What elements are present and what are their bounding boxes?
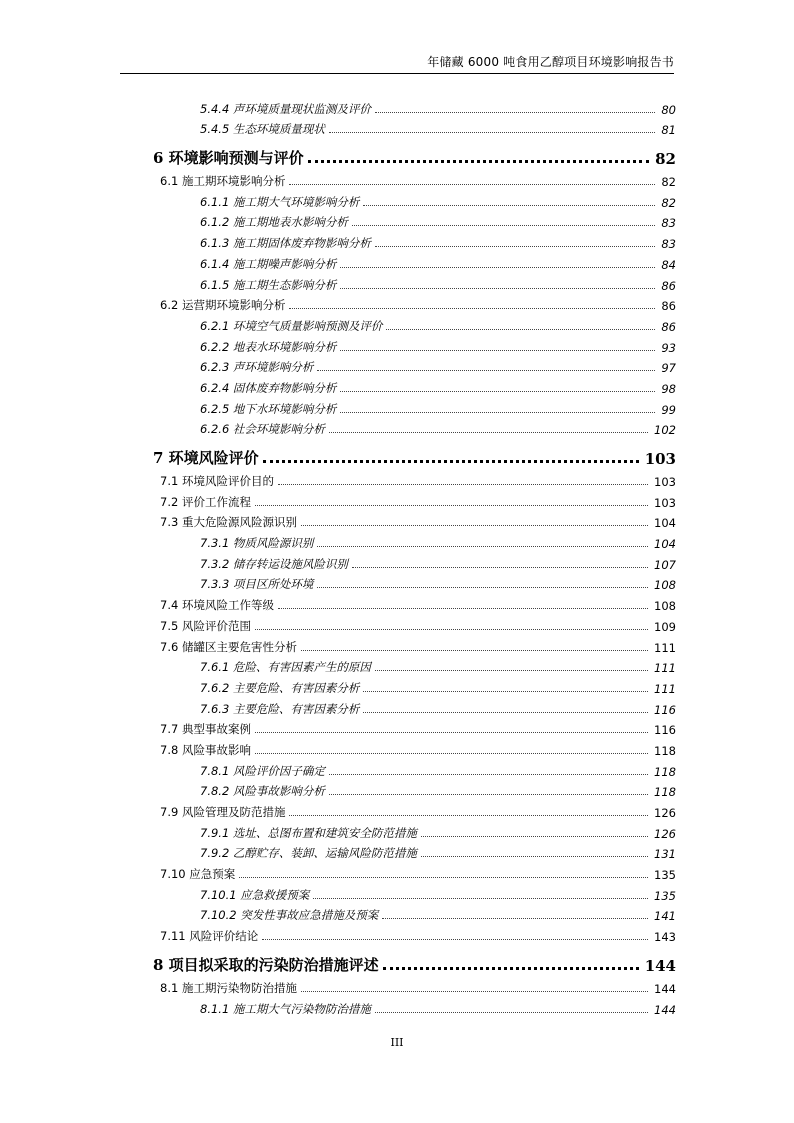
toc-leader-dots: [421, 856, 648, 857]
toc-leader-dots: [329, 432, 648, 433]
toc-entry[interactable]: [153, 96, 676, 117]
toc-leader-dots: [340, 267, 655, 268]
toc-leader-dots: [317, 546, 648, 547]
toc-entry-label: 7.6.2 主要危险、有害因素分析: [200, 680, 360, 695]
toc-entry[interactable]: [153, 168, 676, 189]
toc-entry-page: 84: [661, 257, 676, 272]
toc-entry-page: 97: [661, 361, 676, 376]
toc-leader-dots: [278, 484, 648, 485]
toc-entry-page: 86: [661, 278, 676, 293]
toc-entry-page: 116: [654, 723, 676, 738]
toc-entry-label: 6.2.2 地表水环境影响分析: [200, 339, 337, 354]
toc-entry[interactable]: [153, 737, 676, 758]
toc-leader-dots: [375, 112, 655, 113]
toc-entry-page: 81: [661, 123, 676, 138]
toc-leader-dots: [263, 460, 639, 463]
toc-leader-dots: [255, 505, 648, 506]
header-rule: [120, 73, 674, 74]
toc-entry[interactable]: [153, 396, 676, 417]
toc-entry[interactable]: [153, 799, 676, 820]
footer-page-number: III: [390, 1036, 404, 1049]
toc-entry[interactable]: [153, 355, 676, 376]
toc-entry[interactable]: [153, 468, 676, 489]
toc-entry-label: 6.1 施工期环境影响分析: [160, 174, 286, 189]
toc-entry-label: 7.3 重大危险源风险源识别: [160, 515, 297, 530]
toc-leader-dots: [239, 877, 648, 878]
toc-leader-dots: [340, 391, 655, 392]
toc-entry[interactable]: [153, 923, 676, 944]
toc-entry-label: 5.4.5 生态环境质量现状: [200, 122, 325, 137]
toc-leader-dots: [262, 939, 648, 940]
toc-leader-dots: [363, 712, 648, 713]
toc-entry-page: 116: [654, 702, 676, 717]
toc-entry-page: 83: [661, 216, 676, 231]
toc-entry[interactable]: [153, 634, 676, 655]
table-of-contents: [153, 96, 676, 1017]
toc-entry-label: 7.5 风险评价范围: [160, 618, 251, 633]
toc-entry-page: 108: [654, 578, 676, 593]
toc-entry-label: 6.1.2 施工期地表水影响分析: [200, 215, 348, 230]
toc-entry-label: 7.2 评价工作流程: [160, 494, 251, 509]
toc-entry-label: 7.8.2 风险事故影响分析: [200, 784, 325, 799]
toc-entry[interactable]: [153, 189, 676, 210]
toc-leader-dots: [289, 815, 648, 816]
toc-entry-page: 131: [654, 847, 676, 862]
toc-entry-label: 6.1.3 施工期固体废弃物影响分析: [200, 236, 371, 251]
toc-entry[interactable]: [153, 293, 676, 314]
toc-leader-dots: [363, 205, 655, 206]
toc-entry-label: 8.1 施工期污染物防治措施: [160, 980, 297, 995]
toc-entry[interactable]: [153, 210, 676, 231]
toc-leader-dots: [313, 898, 648, 899]
toc-entry[interactable]: [153, 230, 676, 251]
toc-entry-label: 7.9 风险管理及防范措施: [160, 805, 286, 819]
toc-entry[interactable]: [153, 375, 676, 396]
toc-entry-label: 7.7 典型事故案例: [160, 722, 251, 737]
toc-entry-page: 111: [654, 661, 676, 676]
toc-entry-page: 102: [654, 423, 676, 438]
toc-leader-dots: [255, 732, 648, 733]
toc-leader-dots: [317, 370, 655, 371]
toc-leader-dots: [255, 753, 648, 754]
toc-entry-page: 118: [654, 764, 676, 779]
toc-leader-dots: [255, 629, 648, 630]
toc-leader-dots: [317, 587, 648, 588]
toc-entry-page: 111: [654, 681, 676, 696]
toc-leader-dots: [375, 670, 648, 671]
toc-entry[interactable]: [153, 613, 676, 634]
toc-entry[interactable]: [153, 117, 676, 138]
toc-entry[interactable]: [153, 655, 676, 676]
toc-entry[interactable]: [153, 137, 676, 168]
toc-entry[interactable]: [153, 334, 676, 355]
toc-entry-label: 7.3.1 物质风险源识别: [200, 536, 314, 551]
toc-leader-dots: [352, 567, 648, 568]
toc-entry[interactable]: [153, 820, 676, 841]
toc-entry[interactable]: [153, 272, 676, 293]
toc-entry-label: 6.2.6 社会环境影响分析: [200, 422, 325, 437]
toc-entry-page: 107: [654, 557, 676, 572]
toc-entry[interactable]: [153, 510, 676, 531]
toc-entry[interactable]: [153, 975, 676, 996]
toc-entry-page: 103: [654, 475, 676, 489]
toc-entry-label: 7.3.2 储存转运设施风险识别: [200, 556, 348, 571]
toc-entry-page: 118: [654, 785, 676, 800]
toc-leader-dots: [382, 918, 648, 919]
toc-leader-dots: [383, 967, 639, 970]
toc-entry-page: 143: [654, 930, 676, 945]
toc-leader-dots: [363, 691, 648, 692]
toc-leader-dots: [329, 132, 655, 133]
toc-entry-label: 6.1.5 施工期生态影响分析: [200, 277, 337, 292]
toc-entry[interactable]: [153, 592, 676, 613]
toc-entry[interactable]: [153, 758, 676, 779]
toc-entry-page: 126: [654, 826, 676, 841]
toc-entry[interactable]: [153, 996, 676, 1017]
toc-entry-label: 7.9.1 选址、总图布置和建筑安全防范措施: [200, 825, 417, 840]
toc-entry-page: 135: [654, 868, 676, 883]
toc-entry[interactable]: [153, 903, 676, 924]
toc-entry[interactable]: [153, 437, 676, 468]
toc-entry-label: 7 环境风险评价: [153, 449, 259, 468]
toc-entry-page: 83: [661, 237, 676, 252]
toc-entry-label: 7.8 风险事故影响: [160, 742, 251, 757]
toc-entry[interactable]: [153, 251, 676, 272]
toc-entry-page: 104: [654, 537, 676, 552]
toc-entry-label: 8 项目拟采取的污染防治措施评述: [153, 956, 379, 975]
toc-leader-dots: [352, 225, 655, 226]
toc-entry-page: 99: [661, 402, 676, 417]
toc-leader-dots: [375, 1012, 648, 1013]
toc-entry-page: 144: [654, 981, 676, 996]
toc-leader-dots: [301, 525, 648, 526]
toc-entry-page: 86: [661, 299, 676, 314]
toc-entry[interactable]: [153, 675, 676, 696]
toc-entry[interactable]: [153, 841, 676, 862]
toc-entry[interactable]: [153, 417, 676, 438]
toc-entry-page: 86: [661, 319, 676, 334]
toc-entry[interactable]: [153, 551, 676, 572]
toc-leader-dots: [278, 608, 648, 609]
toc-leader-dots: [340, 350, 655, 351]
toc-entry-page: 104: [654, 516, 676, 531]
toc-entry-page: 108: [654, 599, 676, 614]
toc-entry[interactable]: [153, 944, 676, 975]
toc-entry-page: 144: [654, 1002, 676, 1017]
toc-entry-page: 103: [654, 495, 676, 510]
toc-leader-dots: [308, 160, 649, 163]
toc-entry-page: 82: [661, 195, 676, 210]
toc-entry-page: 82: [655, 150, 676, 169]
toc-entry-label: 6.1.4 施工期噪声影响分析: [200, 256, 337, 271]
toc-leader-dots: [340, 412, 655, 413]
toc-entry-page: 111: [654, 640, 676, 655]
toc-leader-dots: [289, 184, 655, 185]
toc-leader-dots: [386, 329, 655, 330]
toc-entry-page: 82: [661, 175, 676, 190]
toc-entry[interactable]: [153, 530, 676, 551]
toc-entry-label: 7.11 风险评价结论: [160, 929, 259, 944]
toc-entry-label: 7.10.1 应急救援预案: [200, 887, 310, 902]
toc-entry-label: 5.4.4 声环境质量现状监测及评价: [200, 101, 371, 116]
toc-leader-dots: [375, 246, 655, 247]
toc-leader-dots: [340, 288, 655, 289]
toc-entry-label: 7.4 环境风险工作等级: [160, 598, 274, 613]
toc-leader-dots: [329, 794, 648, 795]
toc-entry[interactable]: [153, 717, 676, 738]
toc-entry-page: 103: [644, 450, 676, 469]
toc-entry-label: 7.6 储罐区主要危害性分析: [160, 639, 297, 654]
toc-entry-page: 126: [654, 806, 676, 820]
toc-leader-dots: [329, 774, 648, 775]
toc-entry-page: 144: [644, 957, 676, 976]
toc-leader-dots: [301, 991, 648, 992]
toc-entry[interactable]: [153, 489, 676, 510]
toc-entry[interactable]: [153, 696, 676, 717]
toc-entry-label: 7.10 应急预案: [160, 867, 236, 882]
toc-entry-page: 135: [654, 888, 676, 903]
toc-entry[interactable]: [153, 313, 676, 334]
toc-entry-label: 6.1.1 施工期大气环境影响分析: [200, 194, 360, 209]
toc-entry-label: 6 环境影响预测与评价: [153, 149, 304, 168]
toc-leader-dots: [421, 836, 648, 837]
toc-entry-page: 118: [654, 743, 676, 758]
toc-entry-label: 6.2.1 环境空气质量影响预测及评价: [200, 318, 383, 333]
toc-entry-label: 8.1.1 施工期大气污染物防治措施: [200, 1001, 371, 1016]
toc-entry-page: 141: [654, 909, 676, 924]
toc-entry-label: 7.9.2 乙醇贮存、装卸、运输风险防范措施: [200, 846, 417, 861]
toc-entry-label: 6.2.5 地下水环境影响分析: [200, 401, 337, 416]
toc-entry-label: 7.6.3 主要危险、有害因素分析: [200, 701, 360, 716]
toc-entry-label: 7.3.3 项目区所处环境: [200, 577, 314, 592]
toc-entry[interactable]: [153, 572, 676, 593]
toc-entry-label: 6.2 运营期环境影响分析: [160, 298, 286, 313]
toc-entry-label: 7.10.2 突发性事故应急措施及预案: [200, 908, 379, 923]
toc-entry-page: 109: [654, 619, 676, 634]
toc-entry-label: 7.1 环境风险评价目的: [160, 474, 274, 488]
toc-entry-label: 7.8.1 风险评价因子确定: [200, 763, 325, 778]
toc-entry-page: 98: [661, 381, 676, 396]
toc-entry[interactable]: [153, 861, 676, 882]
toc-entry-label: 6.2.4 固体废弃物影响分析: [200, 380, 337, 395]
toc-entry-label: 7.6.1 危险、有害因素产生的原因: [200, 660, 371, 675]
page-header-title: 年储藏 6000 吨食用乙醇项目环境影响报告书: [427, 55, 674, 69]
toc-entry[interactable]: [153, 882, 676, 903]
toc-leader-dots: [289, 308, 655, 309]
toc-leader-dots: [301, 650, 648, 651]
toc-entry[interactable]: [153, 779, 676, 800]
toc-entry-page: 93: [661, 340, 676, 355]
toc-entry-label: 6.2.3 声环境影响分析: [200, 360, 314, 375]
toc-entry-page: 80: [661, 102, 676, 117]
